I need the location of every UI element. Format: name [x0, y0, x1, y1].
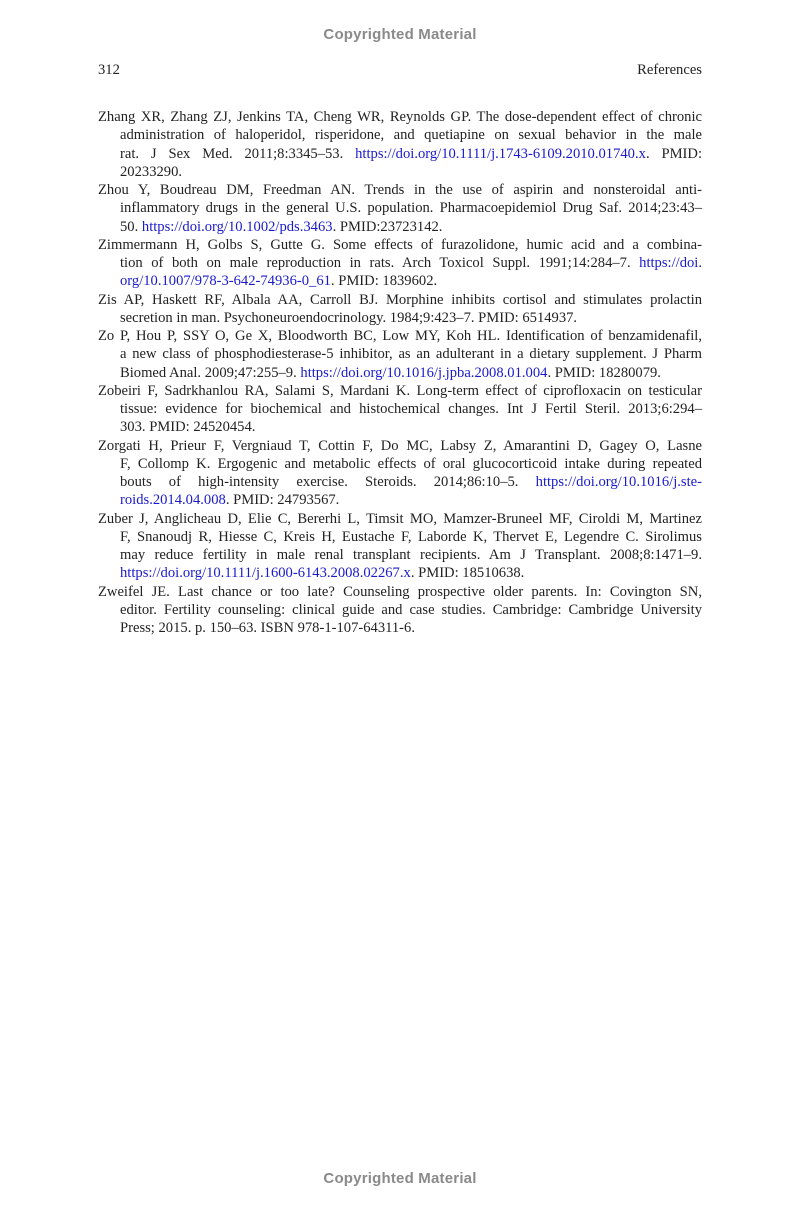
reference-text: Zhang XR, Zhang ZJ, Jenkins TA, Cheng WR, Reynolds GP. The dose-dependent effect of chronic [98, 109, 702, 125]
reference-line [98, 619, 702, 637]
reference-text: Zuber J, Anglicheau D, Elie C, Bererhi L, Timsit MO, Mamzer-Bruneel MF, Ciroldi M, Martinez [98, 510, 702, 527]
reference-text: 20233290. [120, 163, 183, 180]
reference-line [98, 546, 702, 564]
reference-line [98, 254, 702, 272]
reference-entry [98, 437, 702, 510]
reference-line [98, 327, 702, 345]
reference-line [98, 491, 702, 509]
reference-entry [98, 510, 702, 583]
doi-link[interactable]: https://doi.org/10.1111/j.1743-6109.2010.01740.x [355, 145, 646, 162]
reference-text: Zweifel JE. Last chance or too late? Counseling prospective older parents. In: Covington SN, [98, 583, 702, 600]
reference-line [98, 163, 702, 181]
reference-entry [98, 108, 702, 181]
doi-link[interactable]: roids.2014.04.008 [120, 492, 226, 509]
reference-line [98, 345, 702, 363]
running-header [98, 62, 702, 82]
reference-line [98, 108, 702, 126]
reference-text: . PMID: [645, 145, 702, 162]
reference-text: bouts of high-intensity exercise. Steroids. 2014;86:10–5. [120, 474, 536, 490]
reference-line [98, 528, 702, 546]
reference-text: administration of haloperidol, risperidone, and quetiapine on sexual behavior in the male [120, 127, 702, 144]
reference-line [98, 564, 702, 582]
reference-line [98, 473, 702, 491]
reference-line [98, 601, 702, 619]
doi-link[interactable]: https://doi.org/10.1111/j.1600-6143.2008.02267.x [120, 565, 411, 582]
reference-entry [98, 327, 702, 382]
reference-text: . PMID: 18510638. [410, 565, 525, 582]
reference-line [98, 510, 702, 528]
reference-line [98, 583, 702, 601]
section-title: References [637, 62, 702, 78]
reference-text: . PMID:23723142. [332, 218, 443, 235]
reference-text: F, Collomp K. Ergogenic and metabolic effects of oral glucocorticoid intake during repeated [120, 455, 702, 472]
doi-link[interactable]: https://doi.org/10.1016/j.jpba.2008.01.004 [300, 364, 548, 381]
reference-entry [98, 236, 702, 291]
page-number: 312 [98, 62, 120, 78]
reference-entry [98, 583, 702, 638]
reference-text: Zis AP, Haskett RF, Albala AA, Carroll BJ. Morphine inhibits cortisol and stimulates prolactin [98, 291, 702, 308]
reference-line [98, 418, 702, 436]
doi-link[interactable]: https://doi.org/10.1016/j.ste- [535, 474, 702, 490]
reference-text: rat. J Sex Med. 2011;8:3345–53. [120, 145, 356, 162]
reference-line [98, 181, 702, 199]
reference-entry [98, 181, 702, 236]
reference-line [98, 126, 702, 144]
doi-link[interactable]: org/10.1007/978-3-642-74936-0_61 [120, 273, 331, 290]
reference-line [98, 145, 702, 163]
reference-text: Zimmermann H, Golbs S, Gutte G. Some effects of furazolidone, humic acid and a combina- [98, 236, 702, 253]
reference-text: tissue: evidence for biochemical and histochemical changes. Int J Fertil Steril. 2013;6:294– [120, 401, 702, 417]
reference-text: may reduce fertility in male renal transplant recipients. Am J Transplant. 2008;8:1471–9. [120, 547, 702, 563]
reference-line [98, 199, 702, 217]
reference-text: F, Snanoudj R, Hiesse C, Kreis H, Eustache F, Laborde K, Thervet E, Legendre C. Sirolimus [120, 528, 702, 545]
reference-text: Zobeiri F, Sadrkhanlou RA, Salami S, Mardani K. Long-term effect of ciprofloxacin on testicular [98, 382, 702, 399]
reference-text: secretion in man. Psychoneuroendocrinology. 1984;9:423–7. PMID: 6514937. [120, 309, 578, 326]
reference-list [98, 108, 702, 637]
reference-text: Zo P, Hou P, SSY O, Ge X, Bloodworth BC, Low MY, Koh HL. Identification of benzamidenafil, [98, 328, 702, 344]
reference-entry [98, 291, 702, 328]
reference-line [98, 364, 702, 382]
reference-line [98, 309, 702, 327]
reference-text: 303. PMID: 24520454. [120, 419, 256, 436]
reference-entry [98, 382, 702, 437]
reference-text: editor. Fertility counseling: clinical guide and case studies. Cambridge: Cambridge University [120, 601, 702, 618]
reference-text: Press; 2015. p. 150–63. ISBN 978-1-107-64311-6. [120, 620, 415, 636]
reference-line [98, 218, 702, 236]
reference-line [98, 272, 702, 290]
reference-text: Biomed Anal. 2009;47:255–9. [120, 364, 301, 381]
watermark-top: Copyrighted Material [323, 26, 477, 43]
reference-line [98, 382, 702, 400]
reference-line [98, 236, 702, 254]
watermark-bottom: Copyrighted Material [323, 1170, 477, 1187]
reference-text: . PMID: 24793567. [225, 492, 340, 509]
reference-text: Zorgati H, Prieur F, Vergniaud T, Cottin F, Do MC, Labsy Z, Amarantini D, Gagey O, Lasne [98, 437, 702, 454]
doi-link[interactable]: https://doi. [639, 255, 702, 271]
reference-line [98, 455, 702, 473]
reference-text: . PMID: 18280079. [547, 364, 661, 381]
reference-text: inflammatory drugs in the general U.S. population. Pharmacoepidemiol Drug Saf. 2014;23:43– [120, 200, 702, 217]
reference-line [98, 437, 702, 455]
doi-link[interactable]: https://doi.org/10.1002/pds.3463 [141, 218, 333, 235]
reference-line [98, 400, 702, 418]
reference-text: tion of both on male reproduction in rats. Arch Toxicol Suppl. 1991;14:284–7. [120, 255, 640, 271]
reference-text: a new class of phosphodiesterase-5 inhibitor, as an adulterant in a dietary supplement. J Pharm [120, 346, 702, 363]
reference-line [98, 291, 702, 309]
reference-text: . PMID: 1839602. [330, 273, 438, 290]
reference-text: 50. [120, 218, 142, 235]
reference-text: Zhou Y, Boudreau DM, Freedman AN. Trends in the use of aspirin and nonsteroidal anti- [98, 182, 702, 198]
